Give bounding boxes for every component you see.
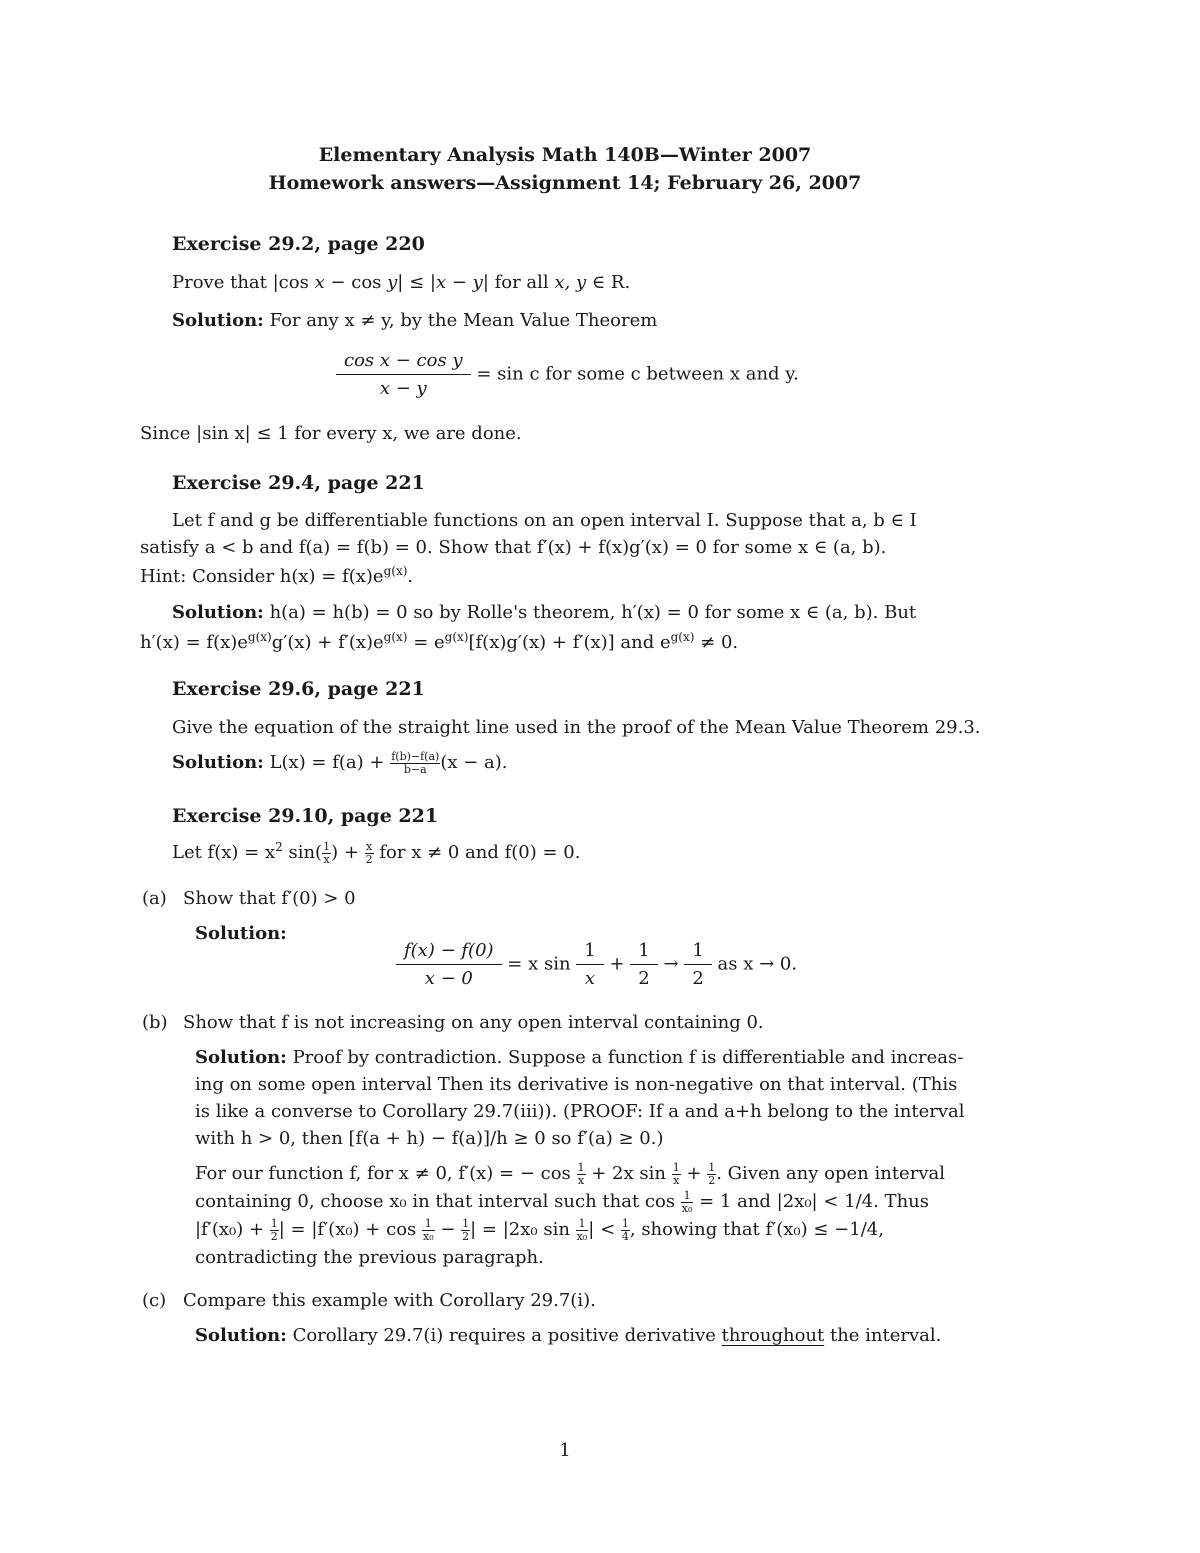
equation-rest: = sin c for some c between x and y. <box>476 363 799 385</box>
text: (x − a). <box>440 752 508 774</box>
exercise-29-4-hint <box>140 564 413 588</box>
text: as x → 0. <box>717 953 798 975</box>
exponent: g(x) <box>670 630 695 644</box>
text: + 2x sin <box>585 1163 672 1185</box>
text: | ≤ | <box>397 272 436 293</box>
part-b-statement: Show that f is not increasing on any open interval containing 0. <box>183 1012 764 1033</box>
numerator: f(x) − f(0) <box>396 940 502 965</box>
numerator: 1 <box>422 1218 435 1231</box>
fraction <box>621 1218 630 1242</box>
numerator: 1 <box>462 1217 470 1230</box>
text: ∈ R. <box>586 272 631 293</box>
denominator: x <box>577 1173 585 1187</box>
text: | < <box>588 1219 621 1241</box>
fraction <box>576 1218 589 1242</box>
text: = x sin <box>507 953 571 975</box>
part-a-solution-label: Solution: <box>195 923 287 944</box>
text: containing 0, choose x₀ in that interval such that cos <box>195 1191 681 1213</box>
denominator: x <box>584 967 596 989</box>
text: sin( <box>282 842 323 863</box>
text: g′(x) + f′(x)e <box>271 632 384 653</box>
document-title-line1: Elementary Analysis Math 140B—Winter 2007 <box>318 144 812 166</box>
text: | = |f′(x₀) + cos <box>278 1219 422 1241</box>
part-c-label: (c) <box>142 1290 167 1311</box>
numerator: 1 <box>672 1161 680 1174</box>
fraction <box>684 940 711 989</box>
text: − cos <box>324 272 388 293</box>
fraction <box>672 1162 681 1186</box>
text: | = |2x₀ sin <box>470 1219 576 1241</box>
exponent: g(x) <box>383 630 408 644</box>
exercise-29-4-solution-line2 <box>140 630 738 654</box>
exponent: g(x) <box>383 564 408 578</box>
text: ≠ 0. <box>694 632 739 653</box>
exponent: 2 <box>275 840 283 854</box>
solution-label: Solution: <box>195 1325 287 1346</box>
numerator: 1 <box>576 1218 589 1231</box>
text: + <box>609 953 625 975</box>
fraction <box>390 751 440 775</box>
exercise-29-6-heading: Exercise 29.6, page 221 <box>172 678 425 700</box>
exercise-29-2-heading: Exercise 29.2, page 220 <box>172 233 425 255</box>
part-b-choice-line <box>195 1190 929 1214</box>
part-c-statement: Compare this example with Corollary 29.7(i). <box>183 1290 596 1311</box>
denominator: x₀ <box>681 1201 693 1215</box>
text: |f′(x₀) + <box>195 1219 270 1241</box>
numerator: 1 <box>576 940 603 965</box>
fraction <box>577 1162 586 1186</box>
part-b-solution-line4: with h > 0, then [f(a + h) − f(a)]/h ≥ 0 so f′(a) ≥ 0.) <box>195 1128 664 1149</box>
math: x − y <box>435 272 483 293</box>
denominator: x <box>673 1173 680 1187</box>
text: for x ≠ 0 and f(0) = 0. <box>373 842 581 863</box>
text: Let f(x) = x <box>172 842 276 863</box>
numerator: 1 <box>270 1217 278 1230</box>
text: L(x) = f(a) + <box>269 752 391 774</box>
solution-text: h(a) = h(b) = 0 so by Rolle's theorem, h′(x) = 0 for some x ∈ (a, b). But <box>269 602 917 623</box>
math: y <box>387 272 398 293</box>
denominator: b−a <box>403 762 427 776</box>
solution-label: Solution: <box>172 752 264 774</box>
numerator: 1 <box>323 839 331 853</box>
numerator: 1 <box>630 940 657 965</box>
denominator: x − 0 <box>424 967 473 989</box>
part-b-solution-line3: is like a converse to Corollary 29.7(iii)). (PROOF: If a and a+h belong to the interval <box>195 1101 965 1122</box>
math: x, y <box>554 272 587 293</box>
solution-label: Solution: <box>195 1047 287 1068</box>
text: Prove that |cos <box>172 272 315 293</box>
fraction <box>422 1218 435 1242</box>
text: For our function f, for x ≠ 0, f′(x) = − cos <box>195 1163 577 1185</box>
denominator: x₀ <box>576 1229 588 1243</box>
exercise-29-2-conclusion: Since |sin x| ≤ 1 for every x, we are done. <box>140 423 522 444</box>
mvt-equation <box>336 350 799 399</box>
fraction <box>322 841 331 865</box>
text: ) + <box>331 842 365 863</box>
text: → <box>663 953 679 975</box>
exercise-29-10-definition <box>172 840 580 865</box>
denominator: 2 <box>462 1229 470 1243</box>
text: | for all <box>482 272 555 293</box>
text: the interval. <box>824 1325 942 1346</box>
part-b-estimate-line <box>195 1218 884 1242</box>
denominator: 2 <box>270 1229 278 1243</box>
exercise-29-6-statement: Give the equation of the straight line used in the proof of the Mean Value Theorem 29.3. <box>172 717 981 738</box>
denominator: 2 <box>708 1173 716 1187</box>
numerator: 1 <box>577 1161 585 1174</box>
exercise-29-4-heading: Exercise 29.4, page 221 <box>172 472 425 494</box>
text: . Given any open interval <box>716 1163 945 1185</box>
denominator: x₀ <box>422 1229 434 1243</box>
text: = e <box>407 632 445 653</box>
text: Proof by contradiction. Suppose a function f is differentiable and increas- <box>292 1047 964 1068</box>
page-number: 1 <box>559 1440 571 1461</box>
numerator: 1 <box>621 1217 629 1230</box>
fraction <box>630 940 657 989</box>
part-b-solution-line1 <box>195 1047 963 1069</box>
exercise-29-6-solution <box>172 751 508 775</box>
denominator: x <box>323 852 330 866</box>
part-b-conclusion: contradicting the previous paragraph. <box>195 1247 544 1268</box>
numerator: 1 <box>708 1161 716 1174</box>
solution-text: For any x ≠ y, by the Mean Value Theorem <box>269 310 658 331</box>
fraction <box>576 940 603 989</box>
exponent: g(x) <box>247 630 272 644</box>
text: , showing that f′(x₀) ≤ −1/4, <box>629 1219 884 1241</box>
text: h′(x) = f(x)e <box>140 632 248 653</box>
fraction <box>336 350 471 399</box>
underlined-word: throughout <box>721 1325 825 1346</box>
fraction <box>365 841 374 865</box>
part-b-label: (b) <box>142 1012 168 1033</box>
text: Hint: Consider h(x) = f(x)e <box>140 566 384 587</box>
part-c-solution <box>195 1325 941 1347</box>
denominator: x − y <box>379 377 427 399</box>
fraction <box>396 940 502 989</box>
fraction <box>707 1162 716 1186</box>
exercise-29-4-line1: Let f and g be differentiable functions on an open interval I. Suppose that a, b ∈ I <box>172 510 917 531</box>
fraction <box>681 1190 694 1214</box>
exercise-29-10-heading: Exercise 29.10, page 221 <box>172 805 439 827</box>
denominator: 2 <box>638 967 650 989</box>
text: Corollary 29.7(i) requires a positive derivative <box>292 1325 722 1346</box>
denominator: 2 <box>365 852 373 866</box>
denominator: 4 <box>621 1229 629 1243</box>
math: x <box>314 272 325 293</box>
numerator: x <box>366 839 373 853</box>
numerator: f(b)−f(a) <box>391 750 440 763</box>
text: . <box>407 566 414 587</box>
exercise-29-4-line2: satisfy a < b and f(a) = f(b) = 0. Show that f′(x) + f(x)g′(x) = 0 for some x ∈ (a, b). <box>140 537 887 558</box>
numerator: cos x − cos y <box>336 350 471 375</box>
part-a-limit-equation <box>396 940 797 989</box>
solution-label: Solution: <box>172 602 264 623</box>
exercise-29-4-solution-line1 <box>172 602 916 624</box>
part-b-derivative-line <box>195 1162 945 1186</box>
exercise-29-2-solution-intro <box>172 310 657 332</box>
exercise-29-2-statement <box>172 272 630 294</box>
text: − <box>434 1219 462 1241</box>
part-a-statement: Show that f′(0) > 0 <box>183 888 356 909</box>
document-title-line2: Homework answers—Assignment 14; February 26, 2007 <box>268 172 862 194</box>
text: = 1 and |2x₀| < 1/4. Thus <box>693 1191 929 1213</box>
denominator: 2 <box>692 967 704 989</box>
text: [f(x)g′(x) + f′(x)] and e <box>468 632 671 653</box>
part-b-solution-line2: ing on some open interval Then its derivative is non-negative on that interval. (This <box>195 1074 958 1095</box>
solution-label: Solution: <box>172 310 264 331</box>
numerator: 1 <box>681 1190 694 1203</box>
exponent: g(x) <box>444 630 469 644</box>
text: + <box>680 1163 708 1185</box>
fraction <box>461 1218 470 1242</box>
numerator: 1 <box>684 940 711 965</box>
fraction <box>270 1218 279 1242</box>
part-a-label: (a) <box>142 888 167 909</box>
